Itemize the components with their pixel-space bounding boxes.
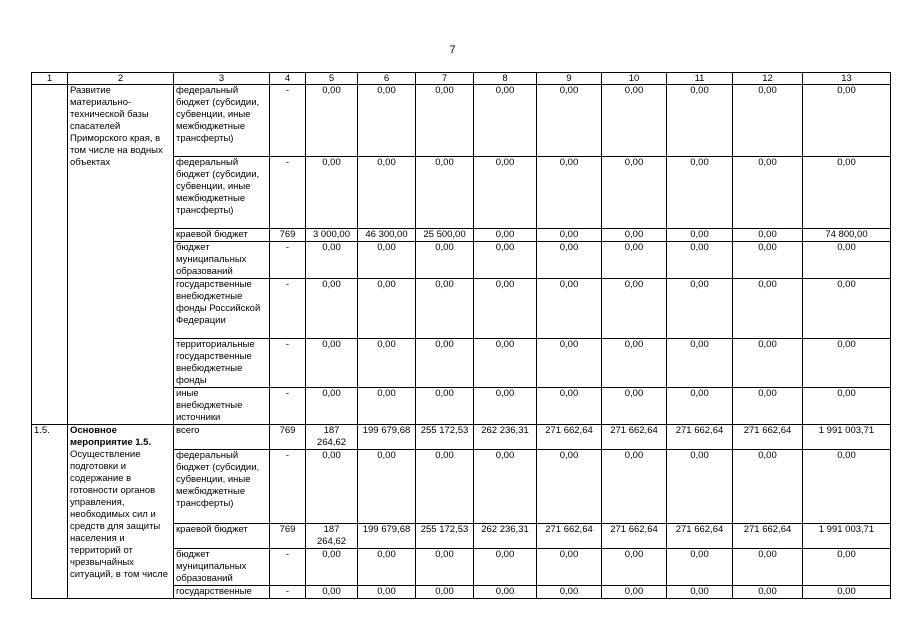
amount-cell: 0,00 <box>416 388 474 425</box>
budget-table <box>31 72 891 599</box>
funding-source: территориальные государственные внебюджетные фонды <box>174 339 270 388</box>
column-header: 13 <box>803 73 891 85</box>
amount-cell: 0,00 <box>602 85 667 157</box>
amount-cell: 0,00 <box>667 85 733 157</box>
amount-cell: 0,00 <box>358 279 416 339</box>
amount-cell: 0,00 <box>667 450 733 524</box>
amount-cell: 271 662,64 <box>667 425 733 450</box>
amount-cell: 271 662,64 <box>667 524 733 549</box>
amount-cell: 0,00 <box>358 388 416 425</box>
amount-cell: 0,00 <box>306 279 358 339</box>
amount-cell: 271 662,64 <box>733 524 803 549</box>
amount-cell: 0,00 <box>537 85 602 157</box>
budget-code: - <box>270 388 306 425</box>
amount-cell: 0,00 <box>474 388 537 425</box>
amount-cell: 0,00 <box>537 450 602 524</box>
column-header: 9 <box>537 73 602 85</box>
amount-cell: 0,00 <box>537 388 602 425</box>
amount-cell: 262 236,31 <box>474 524 537 549</box>
funding-source: федеральный бюджет (субсидии, субвенции, иные межбюджетные трансферты) <box>174 85 270 157</box>
amount-cell: 0,00 <box>667 549 733 586</box>
column-header: 11 <box>667 73 733 85</box>
amount-cell: 255 172,53 <box>416 425 474 450</box>
column-number-row <box>32 73 891 85</box>
amount-cell: 0,00 <box>358 157 416 229</box>
amount-cell: 187 264,62 <box>306 425 358 450</box>
amount-cell: 0,00 <box>667 388 733 425</box>
amount-cell: 0,00 <box>803 549 891 586</box>
amount-cell: 0,00 <box>733 229 803 242</box>
amount-cell: 0,00 <box>602 279 667 339</box>
amount-cell: 0,00 <box>733 388 803 425</box>
amount-cell: 0,00 <box>602 339 667 388</box>
funding-source: федеральный бюджет (субсидии, субвенции, иные межбюджетные трансферты) <box>174 157 270 229</box>
amount-cell: 0,00 <box>537 242 602 279</box>
budget-code: 769 <box>270 229 306 242</box>
funding-source: федеральный бюджет (субсидии, субвенции, иные межбюджетные трансферты) <box>174 450 270 524</box>
table-row <box>32 85 891 157</box>
amount-cell: 0,00 <box>306 388 358 425</box>
amount-cell: 0,00 <box>416 586 474 599</box>
column-header: 4 <box>270 73 306 85</box>
amount-cell: 1 991 003,71 <box>803 425 891 450</box>
amount-cell: 74 800,00 <box>803 229 891 242</box>
amount-cell: 1 991 003,71 <box>803 524 891 549</box>
budget-code: 769 <box>270 425 306 450</box>
amount-cell: 0,00 <box>667 586 733 599</box>
amount-cell: 271 662,64 <box>537 524 602 549</box>
amount-cell: 0,00 <box>537 586 602 599</box>
amount-cell: 0,00 <box>474 242 537 279</box>
amount-cell: 0,00 <box>306 586 358 599</box>
amount-cell: 0,00 <box>537 279 602 339</box>
table-row <box>32 425 891 450</box>
amount-cell: 0,00 <box>416 549 474 586</box>
amount-cell: 187 264,62 <box>306 524 358 549</box>
amount-cell: 0,00 <box>358 586 416 599</box>
amount-cell: 0,00 <box>537 549 602 586</box>
amount-cell: 271 662,64 <box>733 425 803 450</box>
amount-cell: 0,00 <box>602 450 667 524</box>
amount-cell: 0,00 <box>602 157 667 229</box>
funding-source: иные внебюджетные источники <box>174 388 270 425</box>
amount-cell: 0,00 <box>803 85 891 157</box>
amount-cell: 0,00 <box>358 339 416 388</box>
budget-code: - <box>270 85 306 157</box>
amount-cell: 0,00 <box>602 388 667 425</box>
amount-cell: 199 679,68 <box>358 524 416 549</box>
amount-cell: 0,00 <box>306 85 358 157</box>
funding-source: краевой бюджет <box>174 229 270 242</box>
amount-cell: 0,00 <box>733 549 803 586</box>
column-header: 7 <box>416 73 474 85</box>
column-header: 3 <box>174 73 270 85</box>
amount-cell: 0,00 <box>803 586 891 599</box>
amount-cell: 0,00 <box>803 157 891 229</box>
column-header: 2 <box>68 73 174 85</box>
amount-cell: 0,00 <box>306 242 358 279</box>
amount-cell: 0,00 <box>602 242 667 279</box>
item-index: 1.5. <box>32 425 68 599</box>
amount-cell: 0,00 <box>537 339 602 388</box>
amount-cell: 271 662,64 <box>537 425 602 450</box>
amount-cell: 0,00 <box>667 339 733 388</box>
amount-cell: 0,00 <box>803 242 891 279</box>
amount-cell: 0,00 <box>474 450 537 524</box>
amount-cell: 0,00 <box>306 450 358 524</box>
amount-cell: 0,00 <box>733 157 803 229</box>
amount-cell: 255 172,53 <box>416 524 474 549</box>
funding-source: государственные внебюджетные фонды Российской Федерации <box>174 279 270 339</box>
budget-code: - <box>270 279 306 339</box>
activity-name <box>68 425 174 599</box>
amount-cell: 0,00 <box>537 229 602 242</box>
amount-cell: 46 300,00 <box>358 229 416 242</box>
amount-cell: 0,00 <box>474 85 537 157</box>
amount-cell: 0,00 <box>474 586 537 599</box>
amount-cell: 262 236,31 <box>474 425 537 450</box>
activity-title: Основное мероприятие 1.5. <box>70 425 152 448</box>
column-header: 6 <box>358 73 416 85</box>
item-index <box>32 85 68 425</box>
column-header: 10 <box>602 73 667 85</box>
amount-cell: 0,00 <box>416 157 474 229</box>
amount-cell: 0,00 <box>474 279 537 339</box>
amount-cell: 0,00 <box>474 157 537 229</box>
amount-cell: 0,00 <box>803 339 891 388</box>
amount-cell: 0,00 <box>306 157 358 229</box>
funding-source: бюджет муниципальных образований <box>174 242 270 279</box>
amount-cell: 0,00 <box>733 242 803 279</box>
amount-cell: 0,00 <box>667 242 733 279</box>
amount-cell: 0,00 <box>416 279 474 339</box>
amount-cell: 3 000,00 <box>306 229 358 242</box>
amount-cell: 0,00 <box>474 549 537 586</box>
amount-cell: 0,00 <box>803 279 891 339</box>
amount-cell: 0,00 <box>474 229 537 242</box>
funding-source: государственные <box>174 586 270 599</box>
amount-cell: 0,00 <box>358 450 416 524</box>
amount-cell: 0,00 <box>667 279 733 339</box>
amount-cell: 0,00 <box>416 339 474 388</box>
amount-cell: 25 500,00 <box>416 229 474 242</box>
amount-cell: 0,00 <box>537 157 602 229</box>
amount-cell: 0,00 <box>602 549 667 586</box>
amount-cell: 0,00 <box>358 549 416 586</box>
amount-cell: 0,00 <box>602 586 667 599</box>
amount-cell: 0,00 <box>474 339 537 388</box>
budget-code: 769 <box>270 524 306 549</box>
column-header: 1 <box>32 73 68 85</box>
amount-cell: 0,00 <box>416 242 474 279</box>
amount-cell: 0,00 <box>602 229 667 242</box>
funding-source: бюджет муниципальных образований <box>174 549 270 586</box>
amount-cell: 271 662,64 <box>602 524 667 549</box>
amount-cell: 0,00 <box>803 388 891 425</box>
funding-source: краевой бюджет <box>174 524 270 549</box>
amount-cell: 0,00 <box>733 586 803 599</box>
amount-cell: 0,00 <box>733 450 803 524</box>
budget-code: - <box>270 549 306 586</box>
amount-cell: 0,00 <box>667 229 733 242</box>
amount-cell: 0,00 <box>306 339 358 388</box>
amount-cell: 0,00 <box>733 339 803 388</box>
amount-cell: 0,00 <box>416 450 474 524</box>
amount-cell: 0,00 <box>733 279 803 339</box>
column-header: 5 <box>306 73 358 85</box>
amount-cell: 271 662,64 <box>602 425 667 450</box>
amount-cell: 0,00 <box>358 85 416 157</box>
amount-cell: 0,00 <box>416 85 474 157</box>
column-header: 8 <box>474 73 537 85</box>
budget-code: - <box>270 339 306 388</box>
budget-code: - <box>270 157 306 229</box>
amount-cell: 0,00 <box>667 157 733 229</box>
budget-code: - <box>270 586 306 599</box>
activity-name: Развитие материально-технической базы спасателей Приморского края, в том числе на водных объектах <box>68 85 174 425</box>
page-number: 7 <box>449 44 456 56</box>
budget-code: - <box>270 242 306 279</box>
funding-source: всего <box>174 425 270 450</box>
amount-cell: 0,00 <box>358 242 416 279</box>
amount-cell: 199 679,68 <box>358 425 416 450</box>
column-header: 12 <box>733 73 803 85</box>
budget-code: - <box>270 450 306 524</box>
amount-cell: 0,00 <box>733 85 803 157</box>
amount-cell: 0,00 <box>306 549 358 586</box>
activity-description: Осуществление подготовки и содержание в готовности органов управления, необходимых сил и средств для защиты населения и территорий от чрезвычайных ситуаций, в том числе <box>70 449 168 580</box>
amount-cell: 0,00 <box>803 450 891 524</box>
